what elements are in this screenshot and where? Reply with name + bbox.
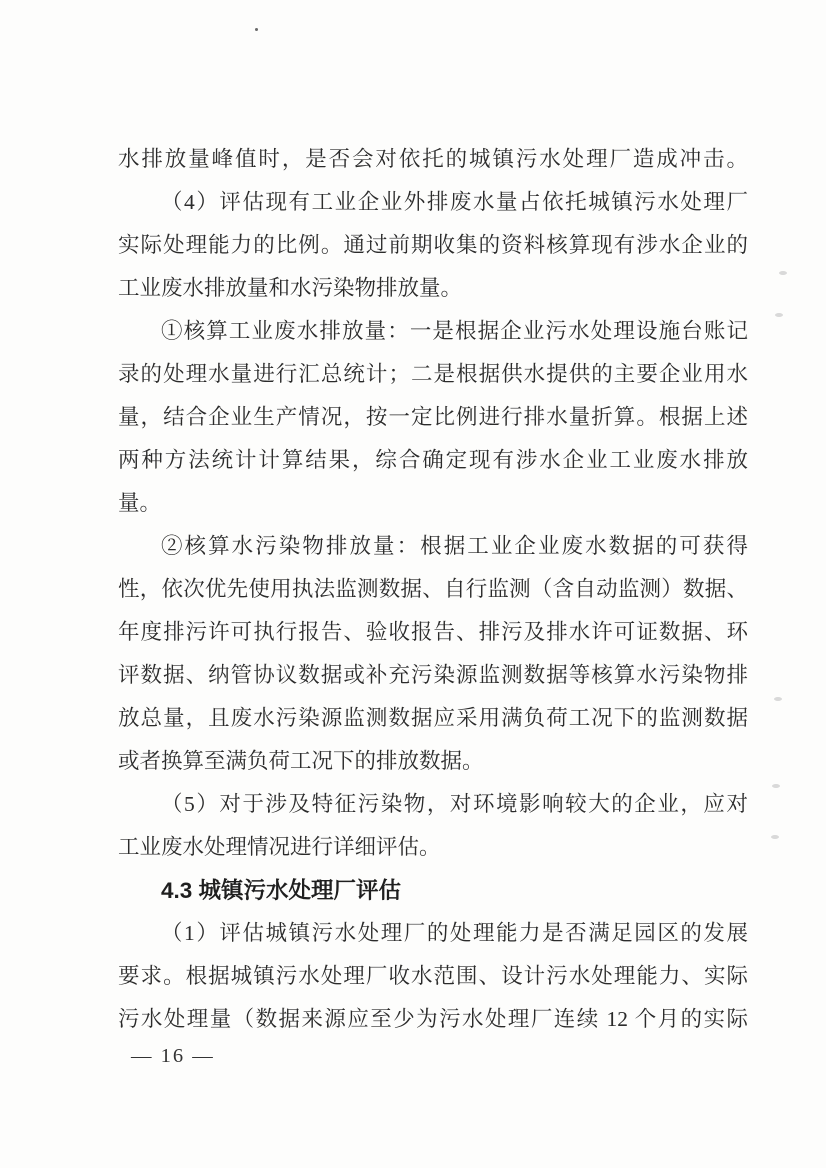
body-line: 年度排污许可执行报告、验收报告、排污及排水许可证数据、环 — [118, 620, 748, 644]
body-line: 录的处理水量进行汇总统计；二是根据供水提供的主要企业用水 — [118, 362, 748, 386]
scan-speck — [771, 835, 779, 839]
body-line: 水排放量峰值时，是否会对依托的城镇污水处理厂造成冲击。 — [118, 147, 748, 171]
body-line: 性，依次优先使用执法监测数据、自行监测（含自动监测）数据、 — [118, 577, 748, 601]
body-line: 两种方法统计计算结果，综合确定现有涉水企业工业废水排放 — [118, 448, 748, 472]
document-body — [118, 138, 748, 1041]
body-line: 或者换算至满负荷工况下的排放数据。 — [118, 749, 484, 773]
scan-speck — [779, 271, 787, 275]
body-line: （4）评估现有工业企业外排废水量占依托城镇污水处理厂 — [161, 190, 748, 214]
scan-speck — [255, 28, 258, 31]
body-line: 工业废水处理情况进行详细评估。 — [118, 835, 441, 859]
body-line: ①核算工业废水排放量：一是根据企业污水处理设施台账记 — [161, 319, 748, 343]
section-heading: 4.3 城镇污水处理厂评估 — [161, 878, 402, 903]
body-line: 实际处理能力的比例。通过前期收集的资料核算现有涉水企业的 — [118, 233, 748, 257]
body-line: ②核算水污染物排放量：根据工业企业废水数据的可获得 — [161, 534, 748, 558]
body-line: （1）评估城镇污水处理厂的处理能力是否满足园区的发展 — [161, 921, 748, 945]
body-line: 污水处理量（数据来源应至少为污水处理厂连续 12 个月的实际 — [118, 1007, 748, 1031]
body-line: 放总量，且废水污染源监测数据应采用满负荷工况下的监测数据 — [118, 706, 748, 730]
body-line: 量。 — [118, 491, 162, 515]
page-number: — 16 — — [131, 1045, 215, 1067]
body-line: （5）对于涉及特征污染物，对环境影响较大的企业，应对 — [161, 792, 748, 816]
body-line: 工业废水排放量和水污染物排放量。 — [118, 276, 463, 300]
body-line: 评数据、纳管协议数据或补充污染源监测数据等核算水污染物排 — [118, 663, 748, 687]
body-line: 要求。根据城镇污水处理厂收水范围、设计污水处理能力、实际 — [118, 964, 748, 988]
scan-speck — [775, 313, 783, 317]
scan-speck — [774, 697, 782, 701]
scan-speck — [772, 784, 780, 788]
body-line: 量，结合企业生产情况，按一定比例进行排水量折算。根据上述 — [118, 405, 748, 429]
